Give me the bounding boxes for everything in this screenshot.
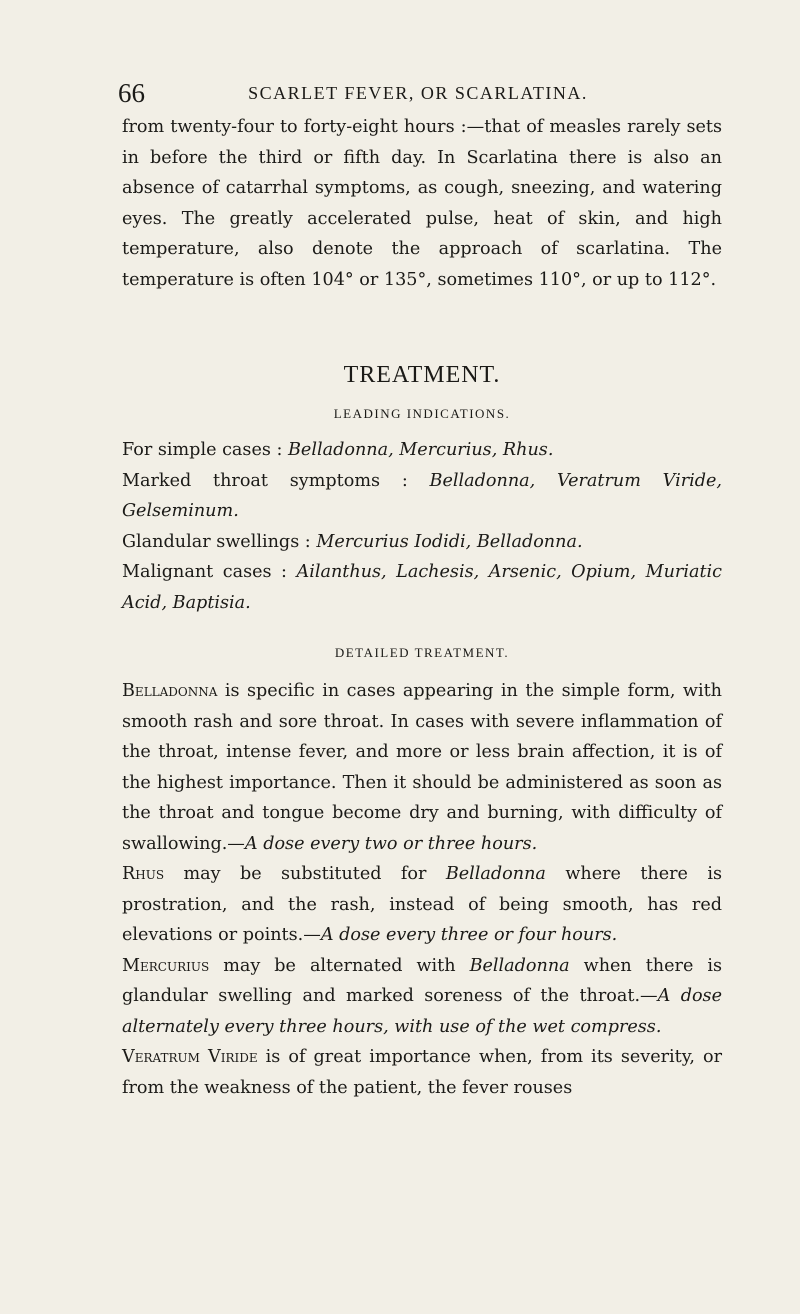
indication-label: Malignant cases : — [122, 562, 287, 582]
leading-indications-heading: LEADING INDICATIONS. — [333, 406, 511, 421]
indication-remedies: Belladonna, Veratrum Viride, Gelseminum. — [122, 470, 723, 521]
remedy-text: is specific in cases appearing in the simple form, with smooth rash and sore throat. In cases with severe inflammation of the throat, intense fever, and more or less brain affection, it is of the highest importance. Then it should be administered as soon as the throat and tongue become dry and burning, with difficulty of swallowing.— — [122, 681, 723, 854]
indication-item — [122, 435, 722, 466]
detailed-treatment-list — [122, 676, 722, 1103]
remedy-text-pre: may be substituted for — [183, 864, 446, 884]
remedy-paragraph — [122, 1042, 722, 1103]
indication-label: Glandular swellings : — [122, 531, 311, 552]
remedy-dose: A dose alternately every three hours, with use of the wet compress. — [122, 986, 723, 1037]
indication-label: For simple cases : — [122, 440, 283, 460]
remedy-dose: A dose every three or four hours. — [320, 925, 618, 945]
treatment-heading: TREATMENT. — [343, 362, 501, 388]
remedy-text-pre: may be alternated with — [223, 955, 470, 976]
indication-item — [122, 466, 722, 527]
running-head: SCARLET FEVER, OR SCARLATINA. — [248, 83, 588, 103]
remedy-text: is of great importance when, from its severity, or from the weakness of the patient, the fever rouses — [122, 1047, 722, 1098]
remedy-paragraph — [122, 951, 722, 1043]
indication-remedies: Mercurius Iodidi, Belladonna. — [316, 531, 583, 552]
remedy-italic: Belladonna — [445, 864, 546, 884]
remedy-name: Mercurius — [122, 955, 210, 976]
remedy-italic: Belladonna — [469, 955, 570, 976]
remedy-name: Rhus — [122, 864, 165, 884]
page-header — [118, 78, 718, 108]
indication-label: Marked throat symptoms : — [122, 470, 408, 491]
remedy-name: Veratrum Viride — [122, 1047, 258, 1067]
remedy-name: Belladonna — [122, 681, 218, 701]
indication-item — [122, 527, 722, 558]
intro-paragraph: from twenty-four to forty-eight hours :—that of measles rarely sets in before the third or fifth day. In Scarlatina there is also an absence of catarrhal symptoms, as cough, sneezing, and watering eyes. The greatly accelerated pulse, heat of skin, and high temperature, also denote the approach of scarlatina. The temperature is often 104° or 135°, sometimes 110°, or up to 112°. — [122, 117, 722, 290]
remedy-paragraph — [122, 859, 722, 951]
page-number: 66 — [118, 78, 145, 108]
indication-item — [122, 557, 722, 618]
remedy-paragraph — [122, 676, 722, 859]
remedy-dose: A dose every two or three hours. — [244, 833, 538, 854]
remedy-text: where there is prostration, and the rash, instead of being smooth, has red elevations or points.— — [122, 864, 723, 945]
indication-remedies: Belladonna, Mercurius, Rhus. — [288, 440, 554, 460]
intro-paragraph-block — [122, 112, 722, 295]
indications-list — [122, 435, 722, 618]
detailed-treatment-heading: DETAILED TREATMENT. — [334, 645, 510, 660]
indication-remedies: Ailanthus, Lachesis, Arsenic, Opium, Muriatic Acid, Baptisia. — [122, 562, 723, 613]
remedy-text: when there is glandular swelling and marked soreness of the throat.— — [122, 955, 723, 1006]
